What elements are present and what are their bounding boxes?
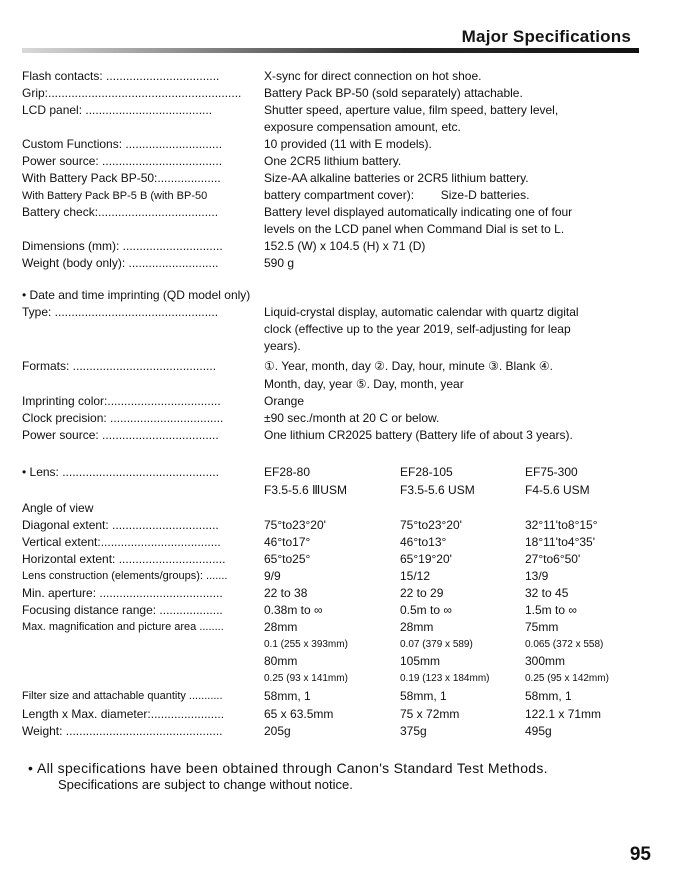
lens-row-label: Max. magnification and picture area ........ [22,621,224,633]
spec-row [22,359,635,374]
spec-row [22,154,635,169]
lens-row-value: 32 to 45 [525,586,569,600]
footnote-line: Specifications are subject to change without notice. [58,777,353,792]
lens-row-value: 75mm [525,620,559,634]
spec-label: With Battery Pack BP-5 B (with BP-50 [22,190,208,202]
lens-row-value: 0.065 (372 x 558) [525,639,604,650]
spec-value: clock (effective up to the year 2019, self-adjusting for leap [264,322,571,336]
footnote-line: All specifications have been obtained through Canon's Standard Test Methods. [37,760,548,776]
spec-row [22,171,635,186]
spec-row [22,256,635,271]
spec-value: exposure compensation amount, etc. [264,120,461,134]
lens-row-value: 46°to17° [264,535,311,549]
spec-row [22,103,635,118]
lens-row-value: 80mm [264,654,298,668]
lens-row-value: 28mm [264,620,298,634]
spec-row [22,137,635,152]
spec-value: 590 g [264,256,295,270]
spec-label: Weight (body only): ........................... [22,256,219,270]
lens-row-value: 46°to13° [400,535,447,549]
lens-row-value: 0.5m to ∞ [400,603,452,617]
lens-row-value: 495g [525,724,552,738]
spec-row [22,428,635,443]
spec-label: Power source: ................................... [22,428,219,442]
lens-row-value: 75°to23°20' [264,518,326,532]
spec-row [22,411,635,426]
spec-label: Flash contacts: .................................. [22,69,220,83]
spec-label: Power source: .................................... [22,154,223,168]
lens-row-value: 9/9 [264,569,281,583]
lens-spec: F4-5.6 USM [525,483,590,497]
spec-value: 152.5 (W) x 104.5 (H) x 71 (D) [264,239,426,253]
lens-row-value: 58mm, 1 [525,689,572,703]
spec-label: LCD panel: ...................................... [22,103,213,117]
lens-row-label: Filter size and attachable quantity ........... [22,690,223,702]
lens-row-value: 0.07 (379 x 589) [400,639,473,650]
spec-label: With Battery Pack BP-50:................... [22,171,221,185]
lens-row-value: 75 x 72mm [400,707,460,721]
lens-row-value: 0.19 (123 x 184mm) [400,673,490,684]
angle-heading: Angle of view [22,501,94,515]
spec-value: One 2CR5 lithium battery. [264,154,402,168]
spec-value: battery compartment cover): Size-D batteries. [264,188,530,202]
lens-row-value: 0.25 (93 x 141mm) [264,673,348,684]
spec-value: levels on the LCD panel when Command Dial is set to L. [264,222,565,236]
lens-row-label: Focusing distance range: ................... [22,603,223,617]
lens-row-value: 15/12 [400,569,431,583]
spec-value: X-sync for direct connection on hot shoe. [264,69,482,83]
spec-value: Shutter speed, aperture value, film speed, battery level, [264,103,559,117]
spec-value: One lithium CR2025 battery (Battery life of about 3 years). [264,428,573,442]
lens-spec: F3.5-5.6 ⅢUSM [264,483,347,497]
lens-row-label: Lens construction (elements/groups): ....... [22,570,228,582]
section-heading: • Date and time imprinting (QD model only) [22,288,251,302]
lens-row-value: 28mm [400,620,434,634]
spec-row [22,86,635,101]
lens-row-value: 13/9 [525,569,549,583]
spec-label: Type: ................................................. [22,305,219,319]
lens-row-label: Vertical extent:.................................... [22,535,221,549]
lens-row-value: 0.25 (95 x 142mm) [525,673,609,684]
lens-row-value: 22 to 38 [264,586,308,600]
spec-value: Size-AA alkaline batteries or 2CR5 lithium battery. [264,171,529,185]
spec-value: years). [264,339,301,353]
page-number: 95 [629,844,651,865]
spec-value: Battery Pack BP-50 (sold separately) attachable. [264,86,523,100]
spec-value: Orange [264,394,305,408]
bullet-icon: • [28,760,34,776]
lens-row-value: 32°11'to8°15° [525,518,598,532]
lens-row-value: 18°11'to4°35' [525,535,596,549]
lens-row-value: 27°to6°50' [525,552,581,566]
lens-row-value: 0.38m to ∞ [264,603,323,617]
title-rule [22,48,639,53]
lens-row-value: 0.1 (255 x 393mm) [264,639,348,650]
lens-name: EF28-80 [264,465,311,479]
lens-row-label: Length x Max. diameter:...................... [22,707,225,721]
lens-row-value: 65°to25° [264,552,311,566]
lens-row-value: 22 to 29 [400,586,444,600]
lens-row-label: Diagonal extent: ................................ [22,518,219,532]
lens-row-value: 75°to23°20' [400,518,462,532]
lens-row-value: 58mm, 1 [264,689,311,703]
footnote [28,760,635,777]
lens-name: EF75-300 [525,465,578,479]
spec-label: Custom Functions: ............................. [22,137,223,151]
spec-value: Battery level displayed automatically indicating one of four [264,205,573,219]
lens-row-value: 65 x 63.5mm [264,707,334,721]
spec-label: Clock precision: .................................. [22,411,224,425]
spec-label: Grip:.......................................................... [22,86,242,100]
page-title: Major Specifications [461,27,631,46]
spec-value: 10 provided (11 with E models). [264,137,432,151]
spec-value: ①. Year, month, day ②. Day, hour, minute ③. Blank ④. [264,359,553,373]
lens-spec: F3.5-5.6 USM [400,483,475,497]
lens-row-label: Min. aperture: ..................................... [22,586,223,600]
spec-row [22,305,635,320]
spec-row [22,394,635,409]
spec-value: ±90 sec./month at 20 C or below. [264,411,440,425]
lens-row-label: Weight: ............................................... [22,724,223,738]
lens-row-value: 65°19°20' [400,552,452,566]
lens-name: EF28-105 [400,465,453,479]
lens-row-value: 122.1 x 71mm [525,707,602,721]
spec-row [22,69,635,84]
lens-row-value: 205g [264,724,291,738]
spec-label: Battery check:.................................... [22,205,219,219]
lens-row-value: 300mm [525,654,566,668]
lens-row-value: 105mm [400,654,441,668]
spec-label: Formats: ........................................... [22,359,217,373]
lens-row-value: 375g [400,724,427,738]
lens-row-value: 1.5m to ∞ [525,603,577,617]
spec-value: Liquid-crystal display, automatic calendar with quartz digital [264,305,579,319]
lens-row-value: 58mm, 1 [400,689,447,703]
lens-heading: • Lens: ............................................... [22,465,219,479]
lens-row-label: Horizontal extent: ................................ [22,552,226,566]
spec-value: Month, day, year ⑤. Day, month, year [264,377,464,391]
spec-label: Imprinting color:.................................. [22,394,221,408]
spec-row [22,188,635,204]
spec-row [22,239,635,254]
spec-label: Dimensions (mm): .............................. [22,239,223,253]
spec-row [22,205,635,220]
